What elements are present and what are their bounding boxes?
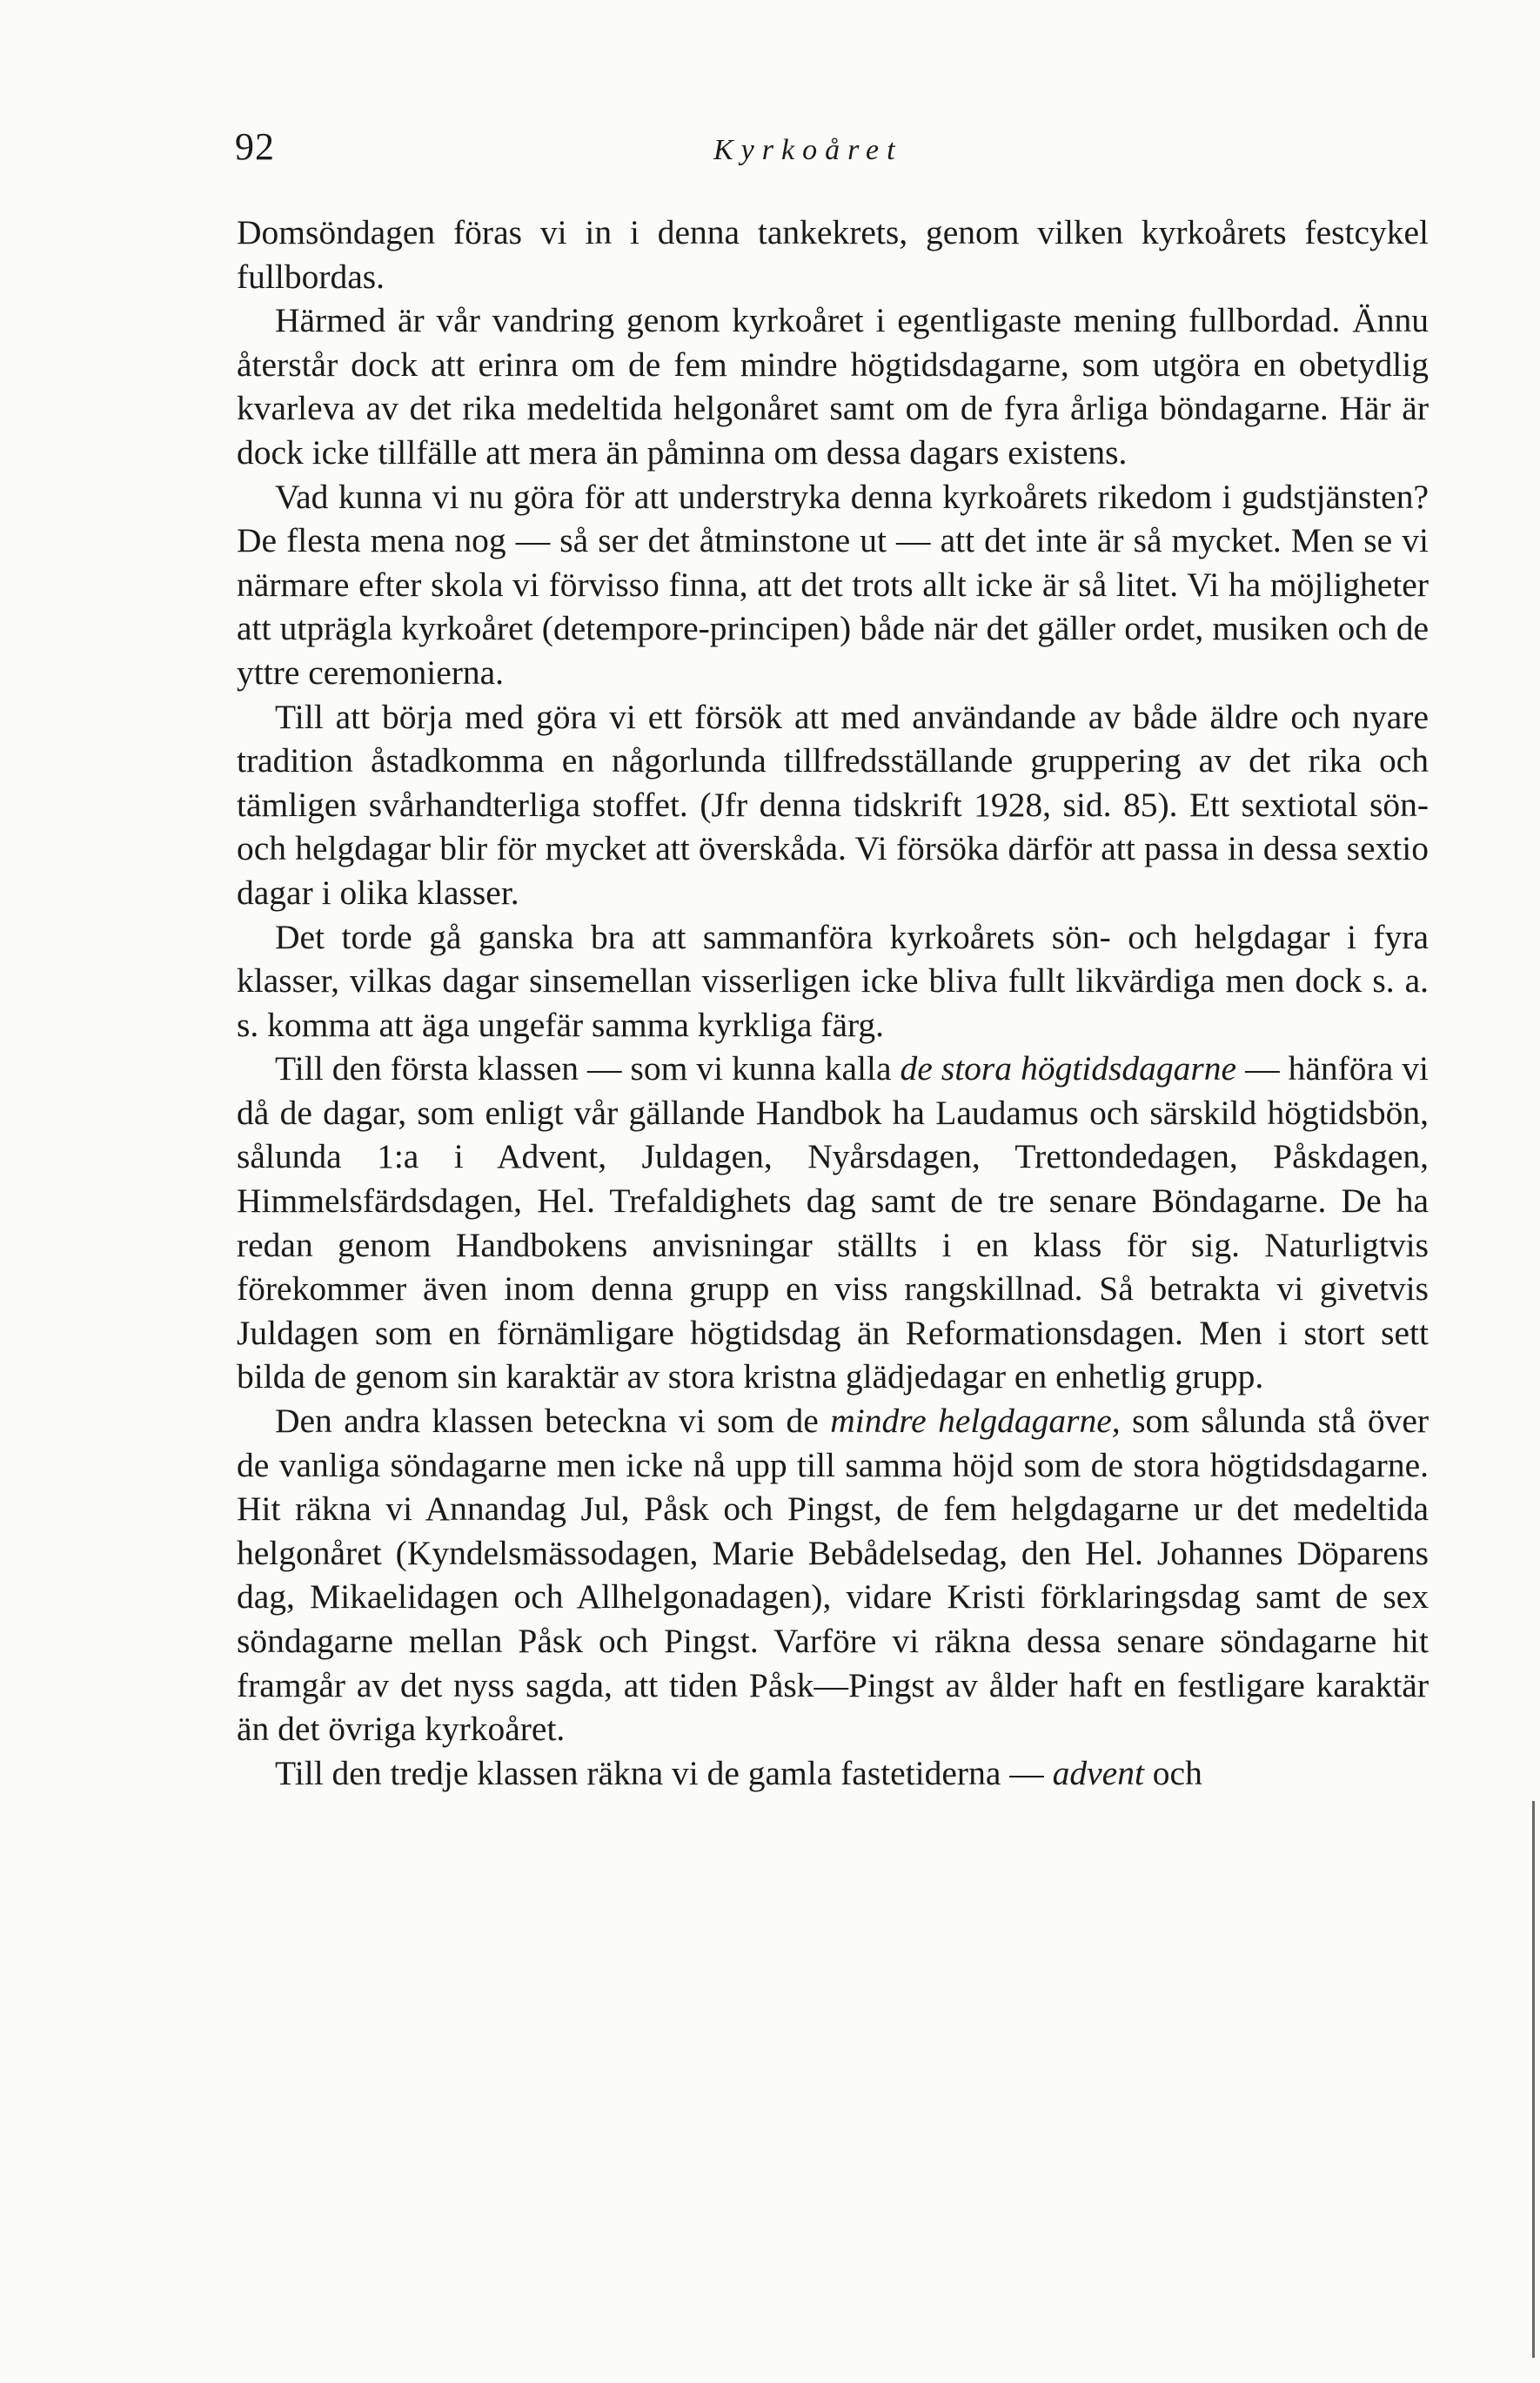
paragraph-8	[237, 1751, 1429, 1796]
paragraph-7-text-a: Den andra klassen beteckna vi som de	[275, 1402, 831, 1441]
paragraph-6-text-b: — hänföra vi då de dagar, som enligt vår gällande Handbok ha Laudamus och särskild högtidsbön, sålunda 1:a i Advent, Juldagen, Nyårsdagen, Trettondedagen, Påskdagen, Himmelsfärdsdagen, Hel. Trefaldighets dag samt de tre senare Böndagarne. De ha redan genom Handbokens anvisningar ställts i en klass för sig. Naturligtvis förekommer även inom denna grupp en viss rangskillnad. Så betrakta vi givetvis Juldagen som en förnämligare högtidsdag än Reformationsdagen. Men i stort sett bilda de genom sin karaktär av stora kristna glädjedagar en enhetlig grupp.	[237, 1049, 1429, 1396]
paragraph-2: Härmed är vår vandring genom kyrkoåret i egentligaste mening fullbordad. Ännu återstår dock att erinra om de fem mindre högtidsdagarne, som utgöra en obetydlig kvarleva av det rika medeltida helgonåret samt om de fyra årliga böndagarne. Här är dock icke tillfälle att mera än påminna om dessa dagars existens.	[237, 301, 1429, 472]
paragraph-3: Vad kunna vi nu göra för att understryka denna kyrkoårets rikedom i gudstjänsten? De flesta mena nog — så ser det åtminstone ut — att det inte är så mycket. Men se vi närmare efter skola vi förvisso finna, att det trots allt icke är så litet. Vi ha möjligheter att utprägla kyrkoåret (detempore-principen) både när det gäller ordet, musiken och de yttre ceremonierna.	[237, 477, 1429, 692]
paragraph-1: Domsöndagen föras vi in i denna tankekrets, genom vilken kyrkoårets festcykel fullbordas.	[237, 213, 1429, 296]
body-text	[237, 211, 1429, 1795]
scan-edge-mark	[1532, 1801, 1535, 2358]
paragraph-5: Det torde gå ganska bra att sammanföra kyrkoårets sön- och helgdagar i fyra klasser, vilkas dagar sinsemellan visserligen icke bliva fullt likvärdiga men dock s. a. s. komma att äga ungefär samma kyrkliga färg.	[237, 917, 1429, 1044]
paragraph-6-text-a: Till den första klassen — som vi kunna kalla	[275, 1049, 901, 1088]
paragraph-8-text-b: och	[1143, 1753, 1202, 1792]
paragraph-7-text-b: som sålunda stå över de vanliga söndagarne men icke nå upp till samma höjd som de stora högtidsdagarne. Hit räkna vi Annandag Jul, Påsk och Pingst, de fem helgdagarne ur det medeltida helgonåret (Kyndelsmässodagen, Marie Bebådelsedag, den Hel. Johannes Döparens dag, Mikaelidagen och Allhelgonadagen), vidare Kristi förklaringsdag samt de sex söndagarne mellan Påsk och Pingst. Varföre vi räkna dessa senare söndagarne hit framgår av det nyss sagda, att tiden Påsk—Pingst av ålder haft en festligare karaktär än det övriga kyrkoåret.	[237, 1402, 1430, 1749]
running-head	[237, 122, 1429, 172]
paragraph-6	[237, 1047, 1429, 1399]
emphasis-advent: advent	[1052, 1753, 1144, 1792]
running-title: Kyrkoåret	[713, 134, 903, 166]
paragraph-8-text-a: Till den tredje klassen räkna vi de gamla fastetiderna —	[275, 1753, 1053, 1792]
book-page	[237, 122, 1429, 2349]
emphasis-mindre-helgdagarne: mindre helgdagarne,	[830, 1402, 1121, 1441]
emphasis-stora-hogtidsdagarne: de stora högtidsdagarne	[900, 1049, 1237, 1088]
paragraph-4: Till att börja med göra vi ett försök att med användande av både äldre och nyare tradition åstadkomma en någorlunda tillfredsställande gruppering av det rika och tämligen svårhandterliga stoffet. (Jfr denna tidskrift 1928, sid. 85). Ett sextiotal sön- och helgdagar blir för mycket att överskåda. Vi försöka därför att passa in dessa sextio dagar i olika klasser.	[237, 697, 1429, 912]
paragraph-7	[237, 1399, 1429, 1751]
page-number: 92	[235, 125, 275, 168]
